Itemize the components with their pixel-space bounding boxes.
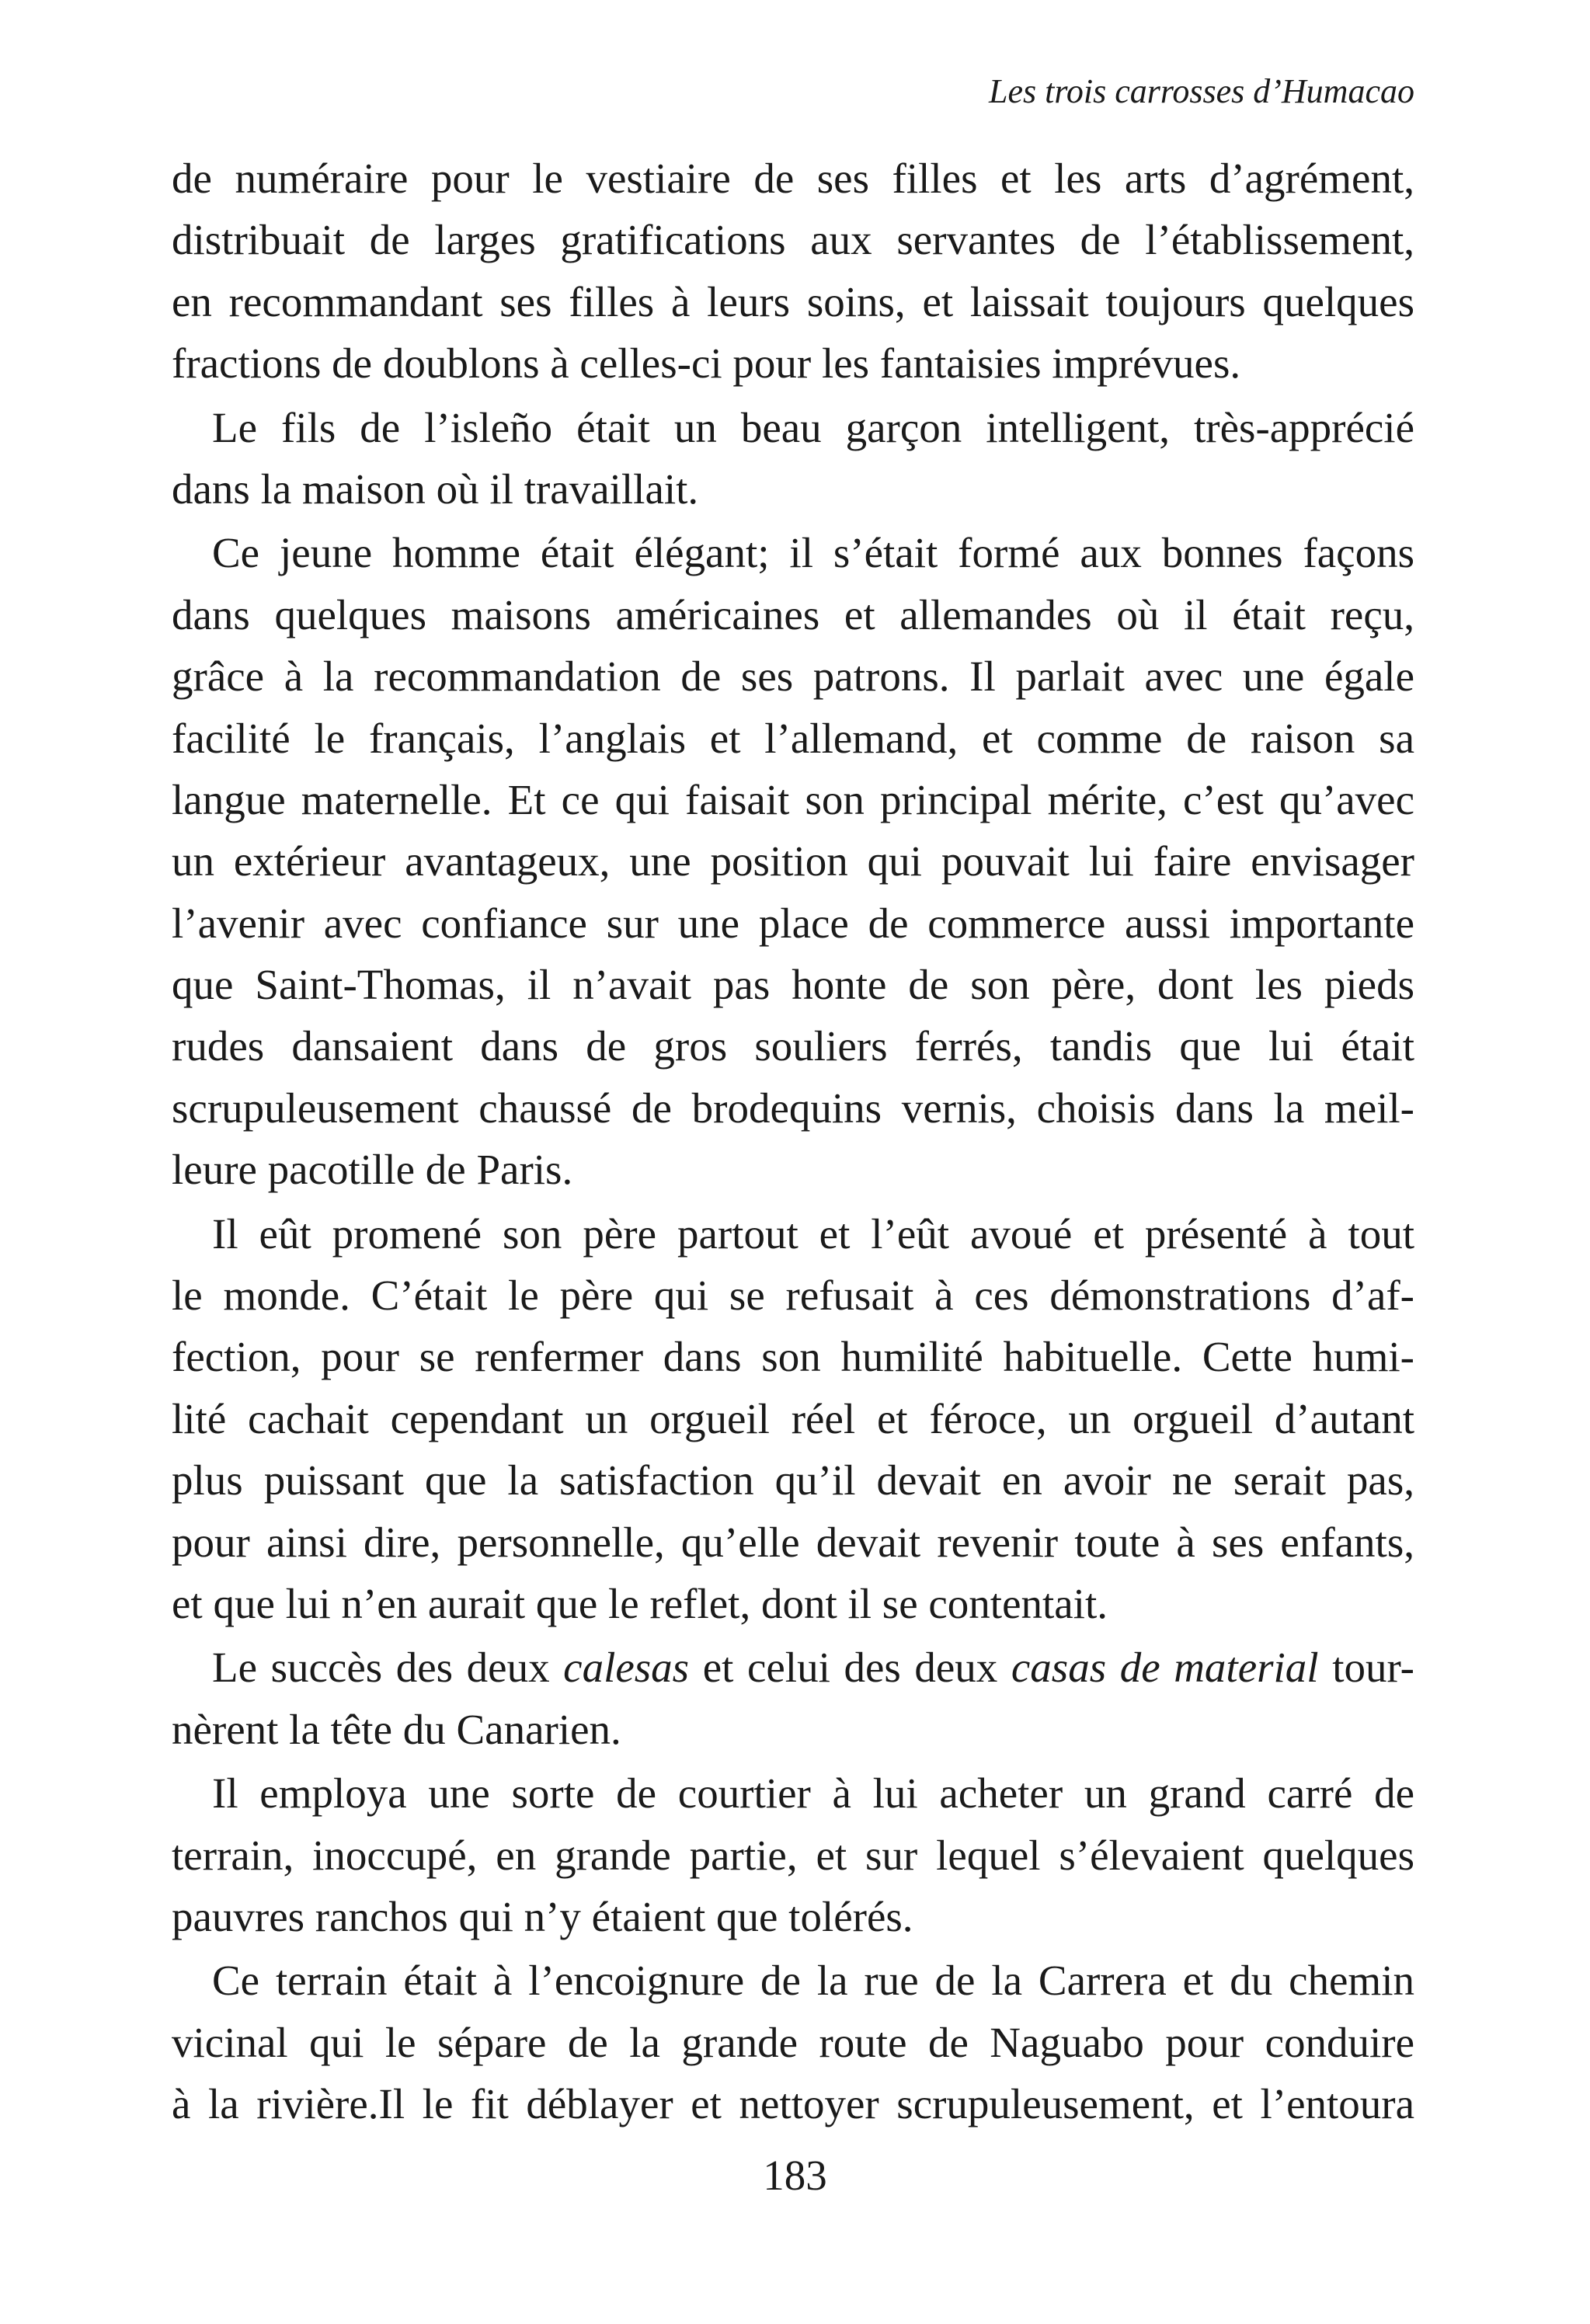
text-line: plus puissant que la satisfaction qu’il devait en avoir ne serait pas,: [172, 1456, 1414, 1505]
text-line: Il eût promené son père partout et l’eût avoué et présenté à tout: [212, 1209, 1414, 1258]
text-line: un extérieur avantageux, une position qui pouvait lui faire envisager: [172, 837, 1414, 885]
italic-term-calesas: calesas: [563, 1644, 690, 1692]
paragraph-4: [172, 1203, 1414, 1635]
text-line: langue maternelle. Et ce qui faisait son principal mérite, c’est qu’avec: [172, 775, 1414, 823]
paragraph-6: [172, 1762, 1414, 1947]
text-line: Ce terrain était à l’encoignure de la rue de la Carrera et du chemin: [212, 1957, 1414, 2005]
text-line: de numéraire pour le vestiaire de ses filles et les arts d’agrément,: [172, 155, 1414, 202]
text-line: en recommandant ses filles à leurs soins, et laissait toujours quelques: [172, 277, 1414, 325]
text-line: Le fils de l’isleño était un beau garçon intelligent, très-apprécié: [212, 403, 1414, 451]
text-line: dans quelques maisons américaines et allemandes où il était reçu,: [172, 590, 1414, 638]
text-line: que Saint-Thomas, il n’avait pas honte de son père, dont les pieds: [172, 961, 1414, 1009]
text-line: Il employa une sorte de courtier à lui acheter un grand carré de: [212, 1769, 1414, 1818]
text-line: scrupuleusement chaussé de brodequins vernis, choisis dans la meil-: [172, 1084, 1414, 1132]
text-run: et celui des deux: [689, 1644, 1011, 1692]
italic-term-casas-de-material: casas de material: [1011, 1644, 1319, 1692]
text-line: fractions de doublons à celles-ci pour les fantaisies imprévues.: [172, 339, 1241, 388]
text-line: vicinal qui le sépare de la grande route de Naguabo pour conduire: [172, 2018, 1414, 2066]
text-line: lité cachait cependant un orgueil réel et féroce, un orgueil d’autant: [172, 1394, 1414, 1442]
page-number: 183: [763, 2152, 827, 2199]
text-line: distribuait de larges gratifications aux servantes de l’établissement,: [172, 216, 1414, 264]
paragraph-3: [172, 522, 1414, 1200]
text-line: terrain, inoccupé, en grande partie, et sur lequel s’élevaient quelques: [172, 1831, 1414, 1879]
text-line: dans la maison où il travaillait.: [172, 464, 699, 513]
paragraph-1: [172, 148, 1414, 395]
text-line: fection, pour se renfermer dans son humilité habituelle. Cette humi-: [172, 1333, 1414, 1381]
text-line: grâce à la recommandation de ses patrons. Il parlait avec une égale: [172, 652, 1414, 701]
body-text: [172, 148, 1414, 2135]
paragraph-7: [172, 1950, 1414, 2134]
paragraph-5: [172, 1637, 1414, 1760]
text-run: tour-: [1318, 1644, 1415, 1692]
text-line: rudes dansaient dans de gros souliers ferrés, tandis que lui était: [172, 1022, 1414, 1070]
text-line: l’avenir avec confiance sur une place de commerce aussi importante: [172, 899, 1414, 947]
text-line: et que lui n’en aurait que le reflet, dont il se contentait.: [172, 1579, 1108, 1627]
text-line: pauvres ranchos qui n’y étaient que tolérés.: [172, 1892, 913, 1940]
text-line: nèrent la tête du Canarien.: [172, 1705, 621, 1753]
paragraph-2: [172, 397, 1414, 520]
text-line: pour ainsi dire, personnelle, qu’elle devait revenir toute à ses enfants,: [172, 1518, 1414, 1566]
text-line: le monde. C’était le père qui se refusait à ces démonstrations d’af-: [172, 1272, 1414, 1320]
text-run: Le succès des deux: [212, 1644, 564, 1692]
text-line: Ce jeune homme était élégant; il s’était formé aux bonnes façons: [212, 529, 1414, 577]
text-line: facilité le français, l’anglais et l’allemand, et comme de raison sa: [172, 714, 1414, 762]
running-header: Les trois carrosses d’Humacao: [989, 72, 1414, 110]
text-line: à la rivière.Il le fit déblayer et nettoyer scrupuleusement, et l’entoura: [172, 2080, 1414, 2128]
text-line: [172, 1637, 1414, 1698]
text-line: leure pacotille de Paris.: [172, 1146, 573, 1194]
